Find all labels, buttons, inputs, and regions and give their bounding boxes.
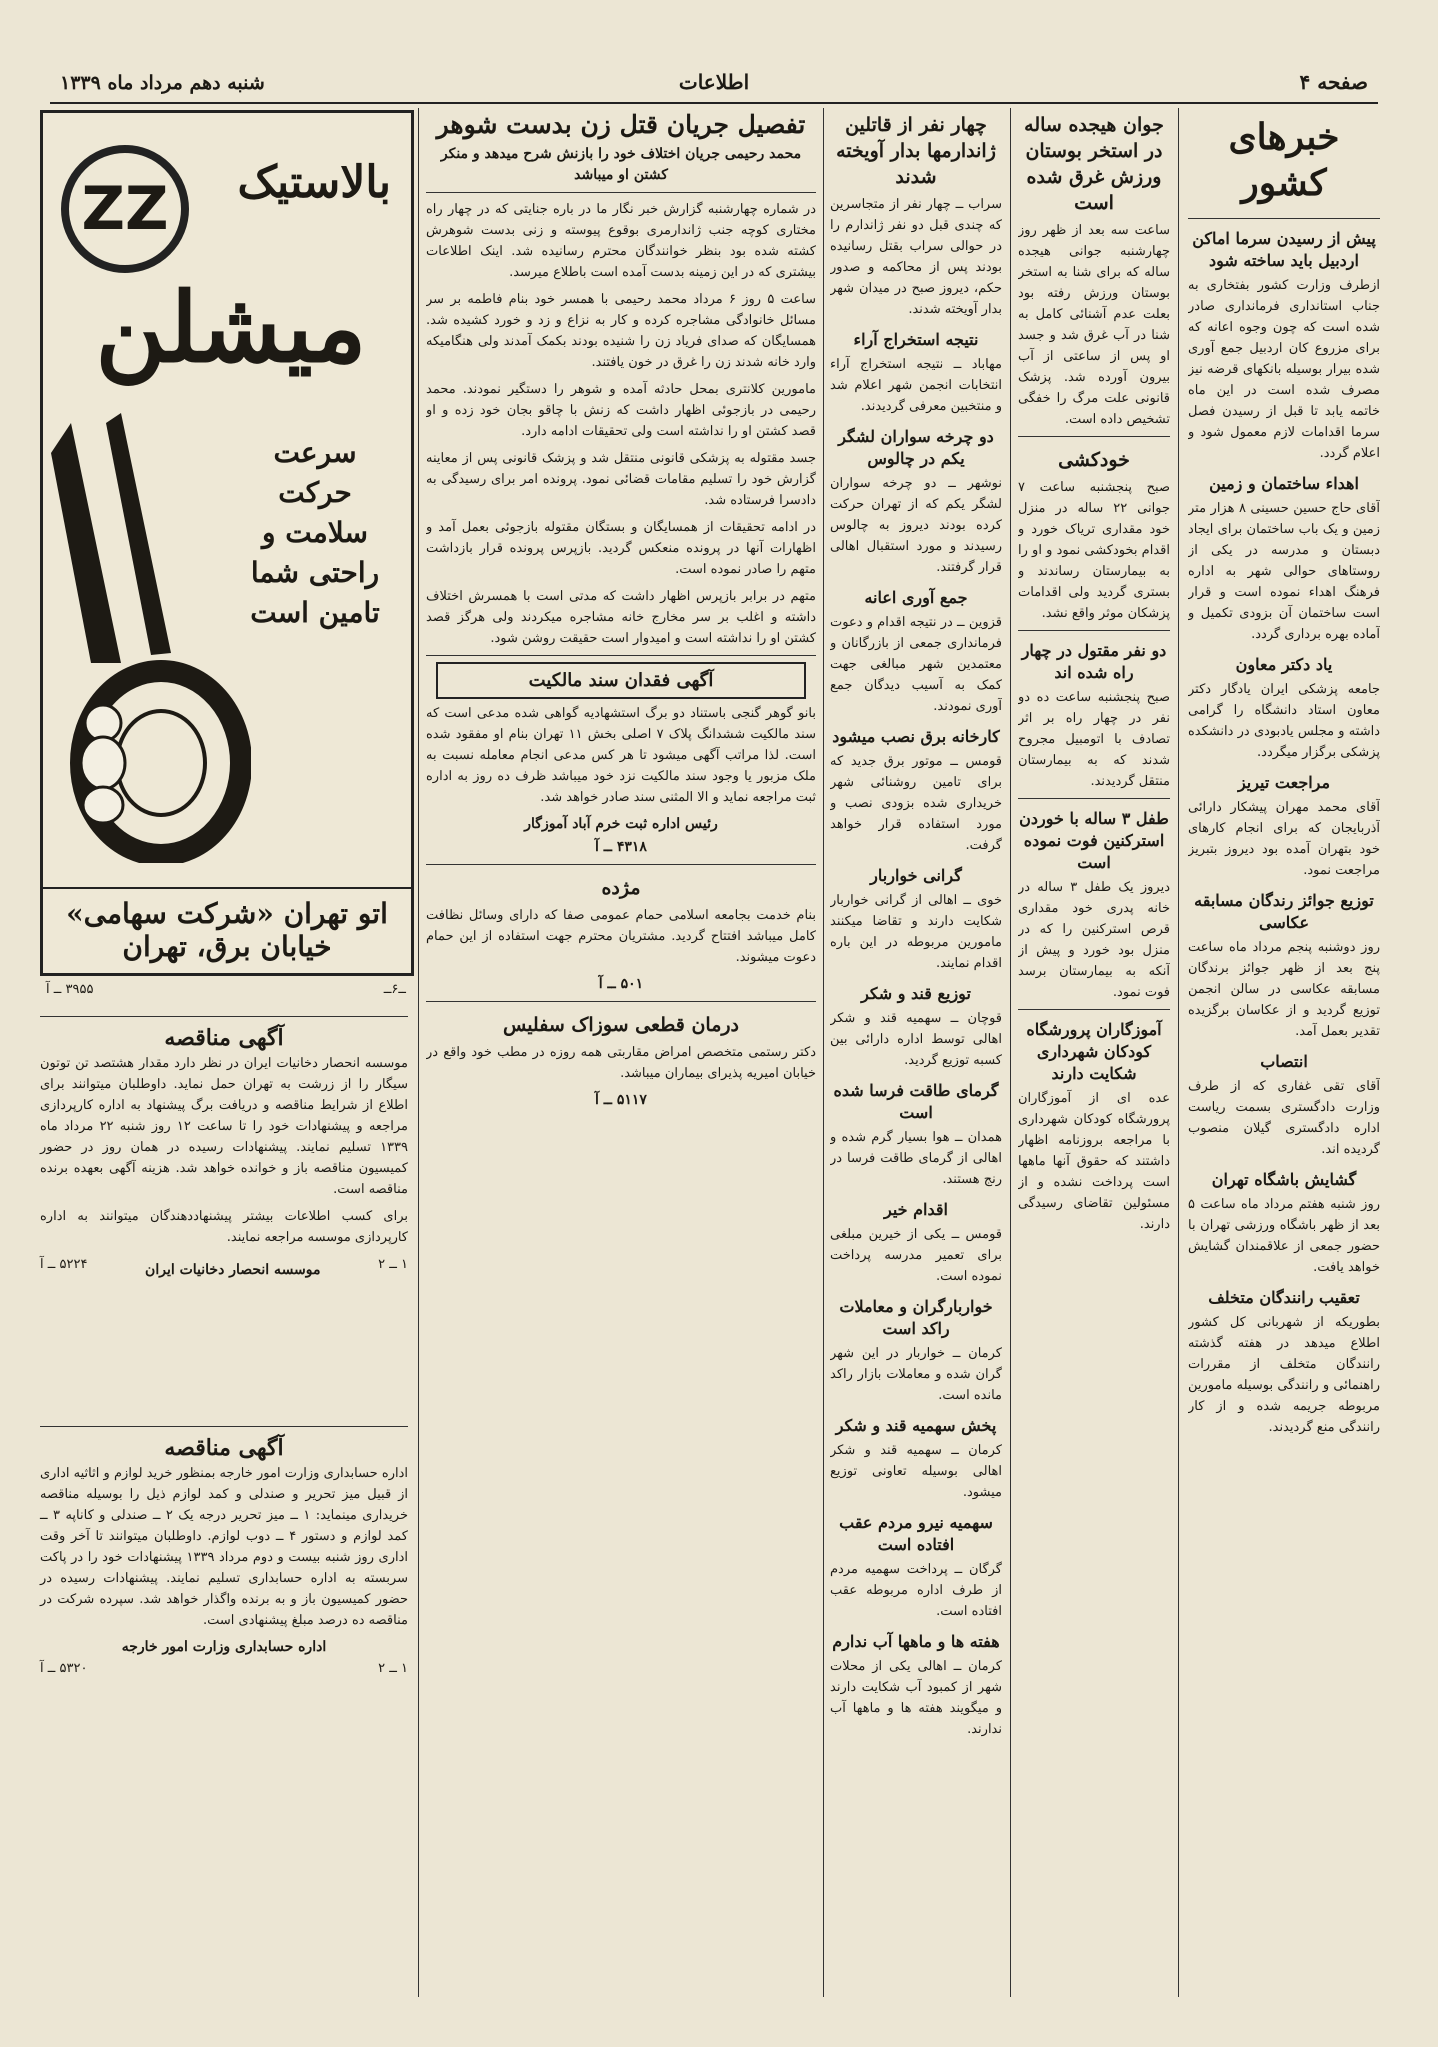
article-text: قومس ــ یکی از خیرین مبلغی برای تعمیر مدرسه پرداخت نموده است.	[830, 1227, 1002, 1284]
masthead	[50, 62, 1378, 104]
notice-code: ۱ ــ ۲	[378, 1661, 408, 1676]
article-text: عده ای از آموزگاران پرورشگاه کودکان شهرداری با مراجعه بروزنامه اظهار داشتند که حقوق آنها ماهها است پرداخت نشده و از مسئولین تقاضای رسیدگی دارند.	[1018, 1091, 1170, 1232]
article-text: مهاباد ــ نتیجه استخراج آراء انتخابات انجمن شهر اعلام شد و منتخبین معرفی گردیدند.	[830, 357, 1002, 414]
article-headline: دو نفر مقتول در چهار راه شده اند	[1021, 641, 1167, 682]
article-headline: جمع آوری اعانه	[864, 588, 968, 607]
article-headline: اقدام خیر	[884, 1200, 948, 1219]
notice-footer	[40, 1254, 408, 1281]
article-text: ازطرف وزارت کشور بفتخاری به جناب استانداری فرمانداری صادر شده است که چون وجوه اعانه که برای مزروع کان اردبیل جمع آوری شده بیرار بوسیله بانکهای قرضه نیز مصرف شده است در این ماه خاتمه یابد تا قبل از رسیدن فصل سرما اقدامات لازم معمول شود و اعلام گردد.	[1188, 278, 1380, 461]
article-headline: توزیع قند و شکر	[861, 984, 971, 1003]
ad-footer: اتو تهران «شرکت سهامی» خیابان برق، تهران	[43, 887, 411, 963]
article-headline: دو چرخه سواران لشگر یکم در چالوس	[838, 427, 994, 468]
article-headline: گرمای طاقت فرسا شده است	[833, 1081, 999, 1122]
column-rule	[1010, 108, 1011, 1997]
article-text: کرمان ــ خواربار در این شهر گران شده و معاملات بازار راکد مانده است.	[830, 1346, 1002, 1403]
article-text: ساعت ۵ روز ۶ مرداد محمد رحیمی با همسر خود بنام فاطمه بر سر مسائل خانوادگی مشاجره کرده و کار به نزاع و زد و خورد کشیده شد. همسایگان که صدای فریاد زن را شنیده بودند بکمک آمدند ولی هنگامیکه وارد خانه شدند زن را غرق در خون یافتند.	[426, 292, 816, 370]
article-text: کرمان ــ سهمیه قند و شکر اهالی بوسیله تعاونی توزیع میشود.	[830, 1443, 1002, 1500]
article-text: جسد مقتوله به پزشکی قانونی منتقل شد و پزشک قانونی پس از معاینه گزارش خود را تسلیم مقامات قضائی نمود. پرونده امر برای رسیدگی به دادسرا فرستاده شد.	[426, 451, 816, 508]
article-text: بطوریکه از شهربانی کل کشور اطلاع میدهد در هفته گذشته رانندگان متخلف از مقررات راهنمائی و رانندگی بوسیله مامورین مربوطه جریمه شده و از کار رانندگی منع گردیدند.	[1188, 1315, 1380, 1435]
page-number: صفحه ۴	[1299, 70, 1368, 94]
ad-tagline: بالاستیک	[237, 157, 391, 208]
notice-signature: موسسه انحصار دخانیات ایران	[145, 1262, 321, 1278]
article-headline: طفل ۳ ساله با خوردن استرکنین فوت نموده است	[1019, 809, 1169, 872]
article-text: آقای حاج حسین حسینی ۸ هزار متر زمین و یک باب ساختمان برای ایجاد دبستان و مدرسه در یکی از روستاهای حوالی شهر به اداره فرهنگ اهداء نموده است و قرار است ساختمان آن بزودی تکمیل و آماده بهره برداری گردد.	[1188, 501, 1380, 642]
ad-headline: درمان قطعی سوزاک سفلیس	[502, 1014, 740, 1036]
notice-title: آگهی مناقصه	[164, 1025, 284, 1051]
article-headline: تعقیب رانندگان متخلف	[1208, 1288, 1360, 1307]
michelin-advertisement	[40, 110, 414, 976]
notice-text: موسسه انحصار دخانیات ایران در نظر دارد مقدار هشتصد تن توتون سیگار را از زرشت به تهران حمل نماید. داوطلبان میتوانند برای اطلاع از شرایط مناقصه و دریافت برگ پیشنهاد به اداره کارپردازی مراجعه و پیشنهادات خود را تا ساعت ۱۲ روز شنبه ۲۲ مرداد ماه ۱۳۳۹ تسلیم نمایند. پیشنهادات رسیده در همان روز در حضور کمیسیون مناقصه باز و خوانده خواهد شد. هزینه آگهی بعهده برنده مناقصه است.	[40, 1056, 408, 1197]
article-headline: چهار نفر از قاتلین ژاندارمها بدار آویخته شدند	[836, 114, 996, 188]
article-text: روز شنبه هفتم مرداد ماه ساعت ۵ بعد از ظهر باشگاه ورزشی تهران با حضور جمعی از علاقمندان گشایش خواهد یافت.	[1188, 1197, 1380, 1275]
article-headline: گشایش باشگاه تهران	[1211, 1170, 1357, 1189]
notice-text: برای کسب اطلاعات بیشتر پیشنهاددهندگان میتوانند به اداره کارپردازی موسسه مراجعه نمایند.	[40, 1209, 408, 1245]
article-headline: آموزگاران پرورشگاه کودکان شهرداری شکایت دارند	[1026, 1020, 1162, 1083]
article-text: روز دوشنبه پنجم مرداد ماه ساعت پنج بعد از ظهر جوائز برندگان مسابقه عکاسی در سالن انجمن توزیع گردید و از عکاسان برگزیده تقدیر بعمل آمد.	[1188, 940, 1380, 1039]
column-rule	[418, 108, 419, 1997]
article-text: کرمان ــ اهالی یکی از محلات شهر از کمبود آب شکایت دارند و میگویند هفته ها و ماهها آب ندارند.	[830, 1659, 1002, 1737]
notice-code: ۱ ــ ۲	[378, 1257, 408, 1272]
notice-code: ۵۲۲۴ ــ آ	[40, 1257, 88, 1272]
article-text: قومس ــ موتور برق جدید که برای تامین روشنائی شهر خریداری شده بزودی نصب و مورد استفاده قرار خواهد گرفت.	[830, 754, 1002, 853]
ad-text: بنام خدمت بجامعه اسلامی حمام عمومی صفا که دارای وسائل نظافت کامل میباشد افتتاح گردید. مشتریان محترم جهت استفاده از این حمام دعوت میشوند.	[426, 908, 816, 965]
article-text: گرگان ــ پرداخت سهمیه مردم از طرف اداره مربوطه عقب افتاده است.	[830, 1562, 1002, 1619]
article-text: نوشهر ــ دو چرخه سواران لشگر یکم که از تهران حرکت کرده بودند دیروز به چالوس رسیدند و مورد استقبال اهالی قرار گرفتند.	[830, 476, 1002, 575]
column-rule	[1178, 108, 1179, 1997]
article-headline: خواربارگران و معاملات راکد است	[839, 1297, 993, 1338]
country-news-column	[1188, 108, 1380, 1998]
article-headline: سهمیه نیرو مردم عقب افتاده است	[839, 1513, 993, 1554]
article-text: صبح پنجشنبه ساعت ۷ جوانی ۲۲ ساله در منزل خود مقداری تریاک خورد و اقدام بخودکشی نمود و او را به بیمارستان رساندند و بستری گردید ولی اقدامات پزشکان موثر واقع نشد.	[1018, 480, 1170, 621]
feature-column	[426, 108, 816, 1998]
ad-signature: رئیس اداره ثبت خرم آباد آموزگار	[524, 816, 718, 832]
article-text: متهم در برابر بازپرس اظهار داشت که مدتی است با همسرش اختلاف داشته و اغلب بر سر مخارج خانه مشاجره میکردند ولی هرگز قصد کشتن او را نداشته است و امیدوار است حقیقت روشن شود.	[426, 589, 816, 646]
ad-headline: مژده	[601, 877, 641, 899]
article-text: دیروز یک طفل ۳ ساله در خانه پدری خود مقداری قرص استرکنین را که در منزل بود خورد و پیش از آنکه به بیمارستان برسد فوت نمود.	[1018, 880, 1170, 1000]
zz-badge: ZZ	[61, 145, 189, 273]
feature-headline: تفصیل جریان قتل زن بدست شوهر	[436, 110, 806, 139]
article-headline: مراجعت تیریز	[1237, 773, 1331, 792]
article-text: جامعه پزشکی ایران یادگار دکتر معاون استاد دانشگاه را گرامی داشته و مجلس یادبودی در دانشکده پزشکی برگزار میگردد.	[1188, 682, 1380, 760]
notice-footer	[40, 1658, 408, 1679]
provincial-news-column	[830, 108, 1002, 1998]
article-headline: پخش سهمیه قند و شکر	[835, 1416, 997, 1435]
article-headline: پیش از رسیدن سرما اماکن اردبیل باید ساخته شود	[1192, 229, 1376, 270]
article-text: قزوین ــ در نتیجه اقدام و دعوت فرمانداری جمعی از بازرگانان و معتمدین شهر مبالغی جهت کمک به آسیب دیدگان جمع آوری نمودند.	[830, 615, 1002, 714]
ad-headline: آگهی فقدان سند مالکیت	[436, 662, 806, 699]
notice-text: اداره حسابداری وزارت امور خارجه بمنظور خرید لوازم و اثاثیه اداری از قبیل میز تحریر و صندلی و کمد لوازم ذیل را بوسیله مناقصه خریداری مینماید: ۱ ــ میز تحریر درجه یک ۲ ــ صندلی و کاناپه ۳ ــ کمد لوازم و دستور ۴ ــ دوب لوازم. داوطلبان میتوانند تا آخر وقت اداری روز شنبه بیست و دوم مرداد ۱۳۳۹ پیشنهادات خود را در پاکت سربسته به اداره حسابداری تسلیم نمایند. پیشنهادات رسیده در حضور کمیسیون باز و به برنده واگذار خواهد شد. سپرده شرکت در مناقصه ده درصد مبلغ پیشنهادی است.	[40, 1466, 408, 1628]
article-text: مامورین کلانتری بمحل حادثه آمده و شوهر را دستگیر نمودند. محمد رحیمی در بازجوئی اظهار داشت که زنش با چاقو بجان خود زده و او قصد کشتن او را نداشته است ولی تحقیقات ادامه دارد.	[426, 382, 816, 439]
issue-date: شنبه دهم مرداد ماه ۱۳۳۹	[60, 72, 265, 94]
ad-code: ۴۳۱۸ ــ آ	[595, 839, 647, 855]
article-headline: یاد دکتر معاون	[1235, 655, 1333, 674]
article-text: صبح پنجشنبه ساعت ده دو نفر در چهار راه بر اثر تصادف با اتومبیل مجروح شدند که به بیمارستان منتقل گردیدند.	[1018, 690, 1170, 789]
article-text: همدان ــ هوا بسیار گرم شده و اهالی از گرمای طاقت فرسا در رنج هستند.	[830, 1130, 1002, 1187]
article-text: ساعت سه بعد از ظهر روز چهارشنبه جوانی هیجده ساله که برای شنا به استخر بوستان ورزش رفته بود بعلت عدم آشنائی کامل به شنا در آب غرق شد و جسد او پس از ساعتی از آب بیرون آورده شد. پزشک قانونی علت مرگ را خفگی تشخیص داده است.	[1018, 223, 1170, 427]
article-headline: اهداء ساختمان و زمین	[1209, 474, 1359, 493]
ad-number: ــ۶ــ	[383, 982, 406, 997]
article-text: در ادامه تحقیقات از همسایگان و بستگان مقتوله بازجوئی بعمل آمد و اظهارات آنها در پرونده منعکس گردید. بازپرس پرونده قرار بازداشت متهم را صادر نموده است.	[426, 520, 816, 577]
ad-brand-name: میشلن	[95, 271, 367, 384]
article-text: خوی ــ اهالی از گرانی خواربار شکایت دارند و تقاضا میکنند مامورین مربوطه در این باره اقدام نمایند.	[830, 893, 1002, 971]
local-news-column	[1018, 108, 1170, 1998]
article-headline: خودکشی	[1058, 449, 1130, 471]
paper-title: اطلاعات	[678, 70, 750, 94]
ad-text: دکتر رستمی متخصص امراض مقاربتی همه روزه در مطب خود واقع در خیابان امیریه پذیرای بیماران میباشد.	[426, 1045, 816, 1081]
article-text: در شماره چهارشنبه گزارش خبر نگار ما در باره جنایتی که در چهار راه مختاری کوچه جنب ژاندارمری بوقوع پیوسته و زنی بدست شوهرش کشته شده بود بنظر خوانندگان محترم رسانیده شد. اینک اطلاعات بیشتری که در این زمینه بدست آمده است باطلاع میرسد.	[426, 202, 816, 280]
article-headline: هفته ها و ماهها آب ندارم	[832, 1632, 1000, 1651]
ad-code-row	[46, 982, 406, 997]
article-headline: انتصاب	[1260, 1052, 1308, 1071]
article-headline: جوان هیجده ساله در استخر بوستان ورزش غرق شده است	[1024, 114, 1164, 214]
section-title: خبرهای کشور	[1228, 116, 1340, 204]
article-text: سراب ــ چهار نفر از متجاسرین که چندی قبل دو نفر ژاندارم را در حوالی سراب بقتل رسانیده بودند پس از محاکمه و صدور حکم، دیروز صبح در میدان شهر بدار آویخته شدند.	[830, 197, 1002, 317]
tire-illustration-icon	[51, 393, 251, 863]
tender-notice-foreign-ministry	[40, 1420, 408, 1960]
article-text: آقای تقی غفاری که از طرف وزارت دادگستری بسمت ریاست اداره دادگستری گیلان منصوب گردیده اند.	[1188, 1079, 1380, 1157]
ad-slogan: سرعت حرکت سلامت و راحتی شما تامین است	[250, 436, 380, 629]
ad-code: ۵۰۱ ــ آ	[598, 976, 644, 992]
article-headline: نتیجه استخراج آراء	[853, 330, 979, 349]
article-headline: گرانی خواربار	[870, 866, 962, 885]
feature-subheadline: محمد رحیمی جریان اختلاف خود را بازنش شرح میدهد و منکر کشتن او میباشد	[440, 146, 802, 183]
article-text: قوچان ــ سهمیه قند و شکر اهالی توسط اداره دارائی بین کسبه توزیع گردید.	[830, 1011, 1002, 1068]
column-rule	[823, 108, 824, 1997]
article-text: آقای محمد مهران پیشکار دارائی آذربایجان که برای انجام کارهای خود بتهران آمده بود دیروز بتبریز مراجعت نمود.	[1188, 800, 1380, 878]
ad-code: ۵۱۱۷ ــ آ	[595, 1092, 647, 1108]
ad-code: ۳۹۵۵ ــ آ	[46, 982, 94, 997]
notice-title: آگهی مناقصه	[164, 1435, 284, 1461]
notice-code: ۵۳۲۰ ــ آ	[40, 1661, 88, 1676]
article-headline: کارخانه برق نصب میشود	[832, 727, 1000, 746]
notice-signature: اداره حسابداری وزارت امور خارجه	[121, 1639, 327, 1655]
article-headline: توزیع جوائز رندگان مسابقه عکاسی	[1194, 891, 1374, 932]
tender-notice-tobacco	[40, 1010, 408, 1410]
ad-text: بانو گوهر گنجی باستناد دو برگ استشهادیه گواهی شده مدعی است که سند مالکیت ششدانگ پلاک ۷ اصلی بخش ۱۱ تهران بنام او مفقود شده است. لذا مراتب آگهی میشود تا هر کس مدعی انجام معامله نسبت به ملک مزبور یا وجود سند مالکیت نزد خود میباشد ظرف ده روز به اداره ثبت مراجعه نماید و الا المثنی سند صادر خواهد شد.	[426, 706, 816, 805]
